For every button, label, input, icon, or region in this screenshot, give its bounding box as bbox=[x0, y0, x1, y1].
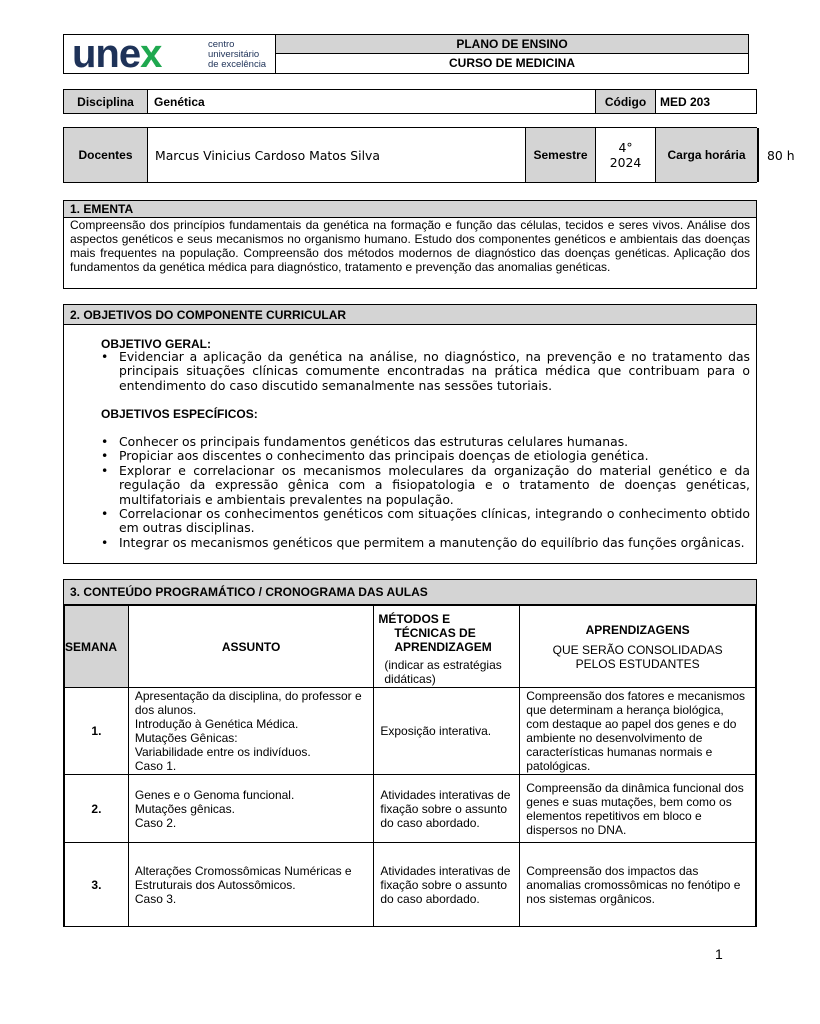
semester-year: 2024 bbox=[609, 155, 642, 170]
row-metodo: Atividades interativas de fixação sobre o assunto do caso abordado. bbox=[374, 843, 520, 927]
assunto-line: Variabilidade entre os indivíduos. bbox=[134, 745, 311, 759]
ementa-title: 1. EMENTA bbox=[64, 201, 756, 218]
code-value: MED 203 bbox=[660, 94, 711, 109]
row-assunto bbox=[128, 775, 374, 843]
page-number: 1 bbox=[715, 946, 723, 962]
list-item: • Evidenciar a aplicação da genética na análise, no diagnóstico, na prevenção e no tratamento das principais situações clínicas comumente encontradas na prática médica que contribuam para o entendimento do caso discutido semanalmente nas sessões tutoriais. bbox=[101, 350, 750, 393]
assunto-line: Caso 3. bbox=[134, 891, 177, 906]
table-row bbox=[65, 843, 756, 927]
week-number: 3. bbox=[65, 843, 129, 927]
week-number: 2. bbox=[65, 775, 129, 843]
assunto-line: Mutações gênicas. bbox=[134, 801, 235, 816]
row-assunto bbox=[128, 843, 374, 927]
col-assunto: ASSUNTO bbox=[128, 606, 374, 688]
plan-title: PLANO DE ENSINO bbox=[276, 35, 748, 54]
assunto-line: Caso 1. bbox=[134, 759, 177, 773]
col-aprend-line1: APRENDIZAGENS bbox=[585, 622, 690, 637]
col-metodos bbox=[374, 606, 520, 688]
semester-value bbox=[596, 128, 656, 182]
row-aprendizagem: Compreensão dos impactos das anomalias cromossômicas no fenótipo e nos sistemas orgânicos. bbox=[520, 843, 756, 927]
table-row bbox=[65, 775, 756, 843]
docentes-row bbox=[63, 127, 795, 183]
discipline-row bbox=[63, 89, 757, 114]
unex-logo bbox=[64, 32, 276, 76]
conteudo-title: 3. CONTEÚDO PROGRAMÁTICO / CRONOGRAMA DAS AULAS bbox=[64, 580, 756, 605]
list-item: • Propiciar aos discentes o conhecimento das principais doenças de etiologia genética. bbox=[101, 449, 750, 463]
ementa-text: Compreensão dos princípios fundamentais da genética na formação e função das células, tecidos e seres vivos. Análise dos aspectos genéticos e seus mecanismos no organismo humano. Estudo dos componentes genéticos e ambientais das doenças mais frequentes na população. Compreensão dos métodos modernos de diagnóstico das doenças genéticas. Aplicação dos fundamentos da genética médica para diagnóstico, tratamento e prevenção das anomalias genéticas. bbox=[70, 218, 750, 274]
document-header bbox=[63, 34, 749, 74]
code-label: Código bbox=[596, 90, 656, 113]
ementa-section bbox=[63, 200, 757, 289]
objetivos-especificos-label: OBJETIVOS ESPECÍFICOS: bbox=[101, 407, 258, 421]
discipline-label: Disciplina bbox=[64, 90, 148, 113]
course-title: CURSO DE MEDICINA bbox=[448, 56, 575, 70]
table-row bbox=[65, 688, 756, 775]
list-item: • Conhecer os principais fundamentos genéticos das estruturas celulares humanas. bbox=[101, 435, 750, 449]
objetivos-section bbox=[63, 304, 757, 564]
discipline-value: Genética bbox=[148, 90, 596, 113]
objetivos-especificos-list bbox=[101, 435, 750, 550]
docentes-label: Docentes bbox=[64, 128, 148, 182]
col-metodos-line2: TÉCNICAS DE APRENDIZAGEM bbox=[394, 626, 492, 654]
col-semana: SEMANA bbox=[65, 606, 129, 688]
semester-number: 4° bbox=[618, 140, 633, 155]
list-item: • Integrar os mecanismos genéticos que permitem a manutenção do equilíbrio das funções orgânicas. bbox=[101, 536, 750, 550]
row-metodo: Exposição interativa. bbox=[374, 688, 520, 775]
list-item: • Correlacionar os conhecimentos genéticos com situações clínicas, integrando o conhecimento obtido em outras disciplinas. bbox=[101, 507, 750, 536]
assunto-line: Genes e o Genoma funcional. bbox=[134, 787, 295, 802]
row-metodo: Atividades interativas de fixação sobre o assunto do caso abordado. bbox=[374, 775, 520, 843]
assunto-line: Mutações Gênicas: bbox=[134, 731, 238, 745]
list-item: • Explorar e correlacionar os mecanismos moleculares da organização do material genético e da regulação da expressão gênica com a fisiopatologia e o tratamento de doenças genéticas, multifatoriais e ambientais prevalentes na população. bbox=[101, 464, 750, 507]
hours-label: Carga horária bbox=[656, 128, 758, 182]
conteudo-section bbox=[63, 579, 757, 927]
assunto-line: Apresentação da disciplina, do professor e dos alunos. bbox=[134, 689, 362, 717]
table-header-row bbox=[65, 606, 756, 688]
assunto-line: Caso 2. bbox=[134, 815, 177, 830]
semester-label: Semestre bbox=[526, 128, 596, 182]
assunto-line: Introdução à Genética Médica. bbox=[134, 717, 299, 731]
col-aprendizagens bbox=[520, 606, 756, 688]
objetivos-title: 2. OBJETIVOS DO COMPONENTE CURRICULAR bbox=[64, 305, 756, 325]
logo-subtitle: centro universitário de excelência bbox=[208, 39, 267, 70]
objetivo-geral-label: OBJETIVO GERAL: bbox=[101, 337, 212, 351]
docentes-value: Marcus Vinicius Cardoso Matos Silva bbox=[148, 128, 526, 182]
row-aprendizagem: Compreensão da dinâmica funcional dos genes e suas mutações, bem como os elementos repetitivos em bloco e dispersos no DNA. bbox=[520, 775, 756, 843]
week-number: 1. bbox=[65, 688, 129, 775]
cronograma-table bbox=[64, 605, 756, 927]
row-aprendizagem: Compreensão dos fatores e mecanismos que determinam a herança biológica, com destaque ao papel dos genes e do ambiente no desenvolvimento de características humanas normais e patológicas. bbox=[520, 688, 756, 775]
col-metodos-line1: MÉTODOS E bbox=[378, 612, 451, 626]
logo-wordmark: unex bbox=[72, 32, 162, 76]
hours-value: 80 h bbox=[758, 128, 820, 182]
row-assunto bbox=[128, 688, 374, 775]
col-metodos-note: (indicar as estratégias didáticas) bbox=[384, 658, 502, 686]
assunto-line: Alterações Cromossômicas Numéricas e Estruturais dos Autossômicos. bbox=[134, 863, 352, 892]
objetivo-geral-list bbox=[101, 350, 750, 393]
col-aprend-line2: QUE SERÃO CONSOLIDADAS PELOS ESTUDANTES bbox=[552, 642, 723, 671]
